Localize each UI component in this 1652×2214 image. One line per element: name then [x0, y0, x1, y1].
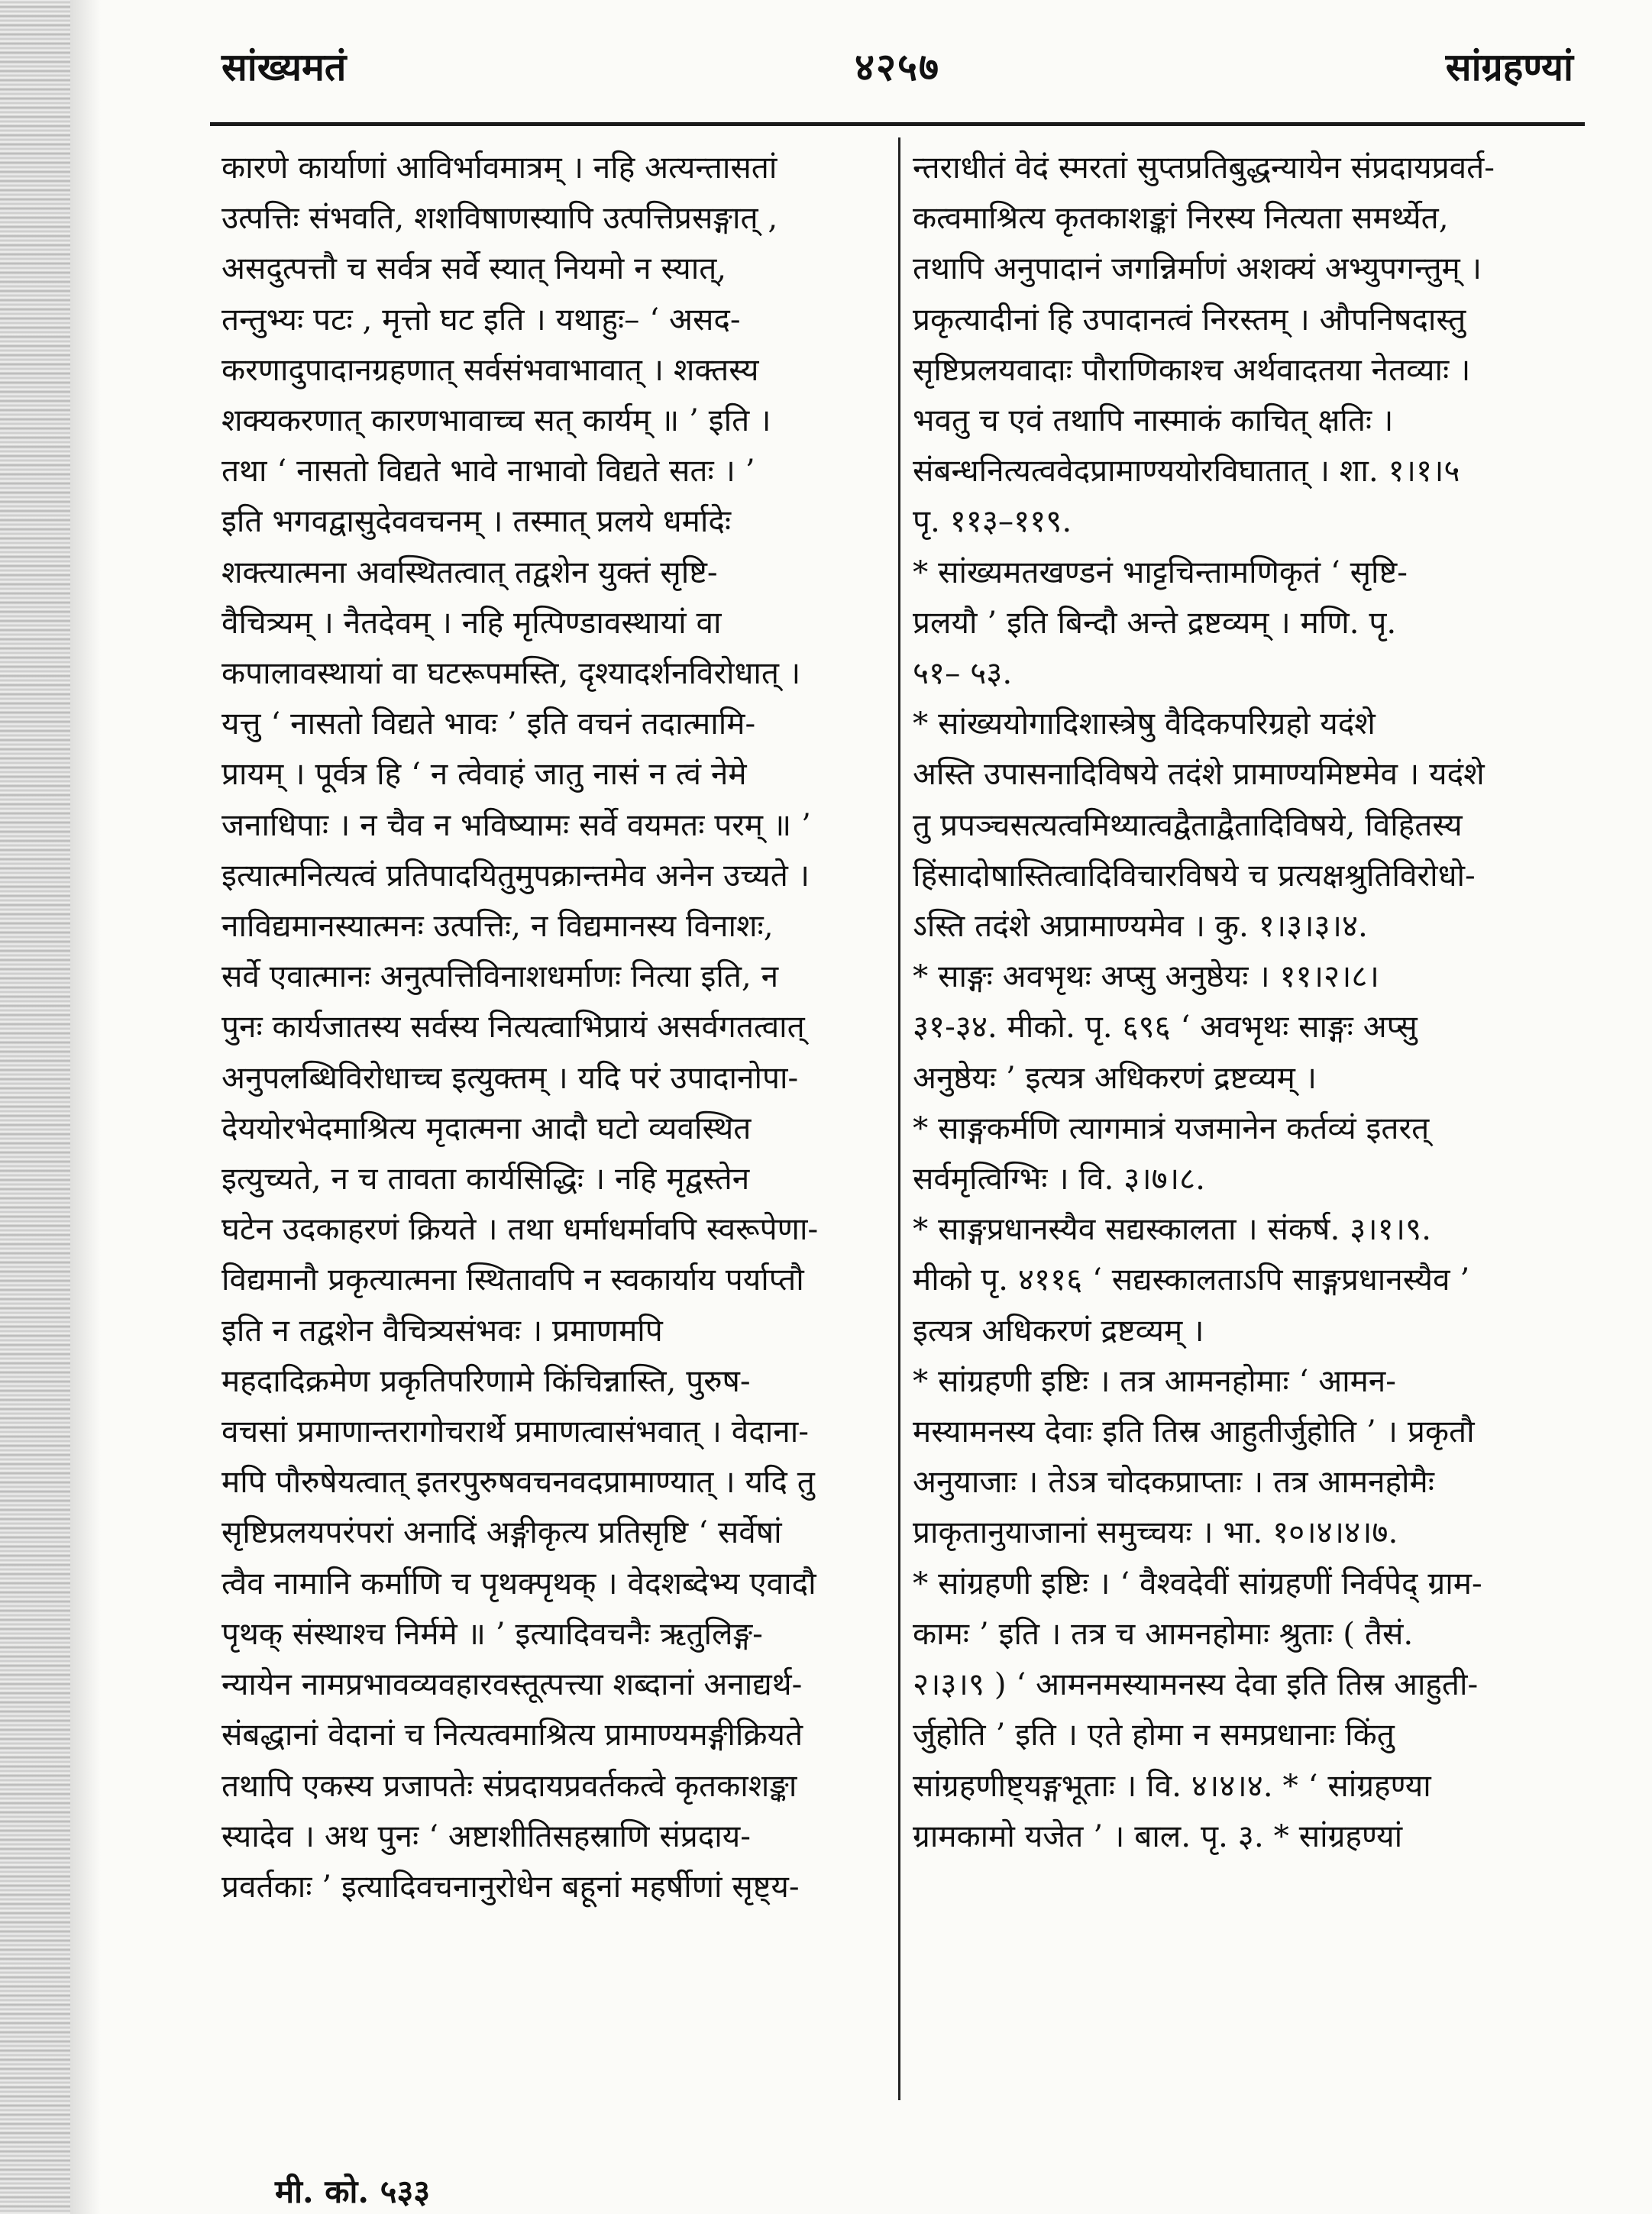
text-line: तन्तुभ्यः पटः , मृत्तो घट इति । यथाहुः– ‘ असद- [221, 300, 741, 338]
text-line: महदादिक्रमेण प्रकृतिपरिणामे किंचिन्नास्ति, पुरुष- [221, 1362, 751, 1399]
text-line: प्रवर्तकाः ’ इत्यादिवचनानुरोधेन बहूनां महर्षीणां सृष्ट्य- [221, 1867, 800, 1905]
page-number: ४२५७ [855, 44, 940, 89]
text-line: * साङ्गकर्मणि त्यागमात्रं यजमानेन कर्तव्यं इतरत् [913, 1109, 1430, 1146]
text-line: र्जुहोति ’ इति । एते होमा न समप्रधानाः किंतु [913, 1716, 1395, 1753]
text-line: सृष्टिप्रलयवादाः पौराणिकाश्च अर्थवादतया नेतव्याः । [913, 351, 1471, 388]
header-right-keyword: सांग्रहण्यां [1445, 44, 1573, 89]
text-line: अनुपलब्धिविरोधाच्च इत्युक्तम् । यदि परं उपादानोपा- [221, 1059, 799, 1096]
text-line: ३१-३४. मीको. पृ. ६९६ ‘ अवभृथः साङ्गः अप्सु [913, 1008, 1418, 1046]
text-line: उत्पत्तिः संभवति, शशविषाणस्यापि उत्पत्तिप्रसङ्गात् , [221, 199, 778, 237]
text-line: स्यादेव । अथ पुनः ‘ अष्टाशीतिसहस्राणि संप्रदाय- [221, 1817, 751, 1854]
text-line: त्वैव नामानि कर्माणि च पृथक्पृथक् । वेदशब्देभ्य एवादौ [221, 1564, 816, 1602]
text-line: संबद्धानां वेदानां च नित्यत्वमाश्रित्य प्रामाण्यमङ्गीक्रियते [221, 1716, 803, 1753]
text-line: * सांख्यमतखण्डनं भाट्टचिन्तामणिकृतं ‘ सृष्टि- [913, 553, 1408, 590]
text-line: * साङ्गप्रधानस्यैव सद्यस्कालता । संकर्ष. ३।१।९. [913, 1210, 1431, 1248]
text-line: वचसां प्रमाणान्तरागोचरार्थे प्रमाणत्वासंभवात् । वेदाना- [221, 1413, 809, 1450]
text-line: नाविद्यमानस्यात्मनः उत्पत्तिः, न विद्यमानस्य विनाशः, [221, 907, 774, 945]
text-line: मस्यामनस्य देवाः इति तिस्र आहुतीर्जुहोति ’ । प्रकृतौ [913, 1413, 1475, 1450]
text-line: तथा ‘ नासतो विद्यते भावे नाभावो विद्यते सतः । ’ [221, 452, 755, 490]
text-line: देययोरभेदमाश्रित्य मृदात्मना आदौ घटो व्यवस्थित [221, 1109, 752, 1146]
text-line: तु प्रपञ्चसत्यत्वमिथ्यात्वद्वैताद्वैतादिविषये, विहितस्य [913, 806, 1463, 843]
text-line: * सांग्रहणी इष्टिः । ‘ वैश्वदेवीं सांग्रहणीं निर्वपेद् ग्राम- [913, 1564, 1482, 1602]
text-line: तथापि एकस्य प्रजापतेः संप्रदायप्रवर्तकत्वे कृतकाशङ्का [221, 1766, 797, 1804]
right-column [913, 142, 1579, 2097]
text-line: तथापि अनुपादानं जगन्निर्माणं अशक्यं अभ्युपगन्तुम् । [913, 250, 1482, 287]
text-line: सृष्टिप्रलयपरंपरां अनादिं अङ्गीकृत्य प्रतिसृष्टि ‘ सर्वेषां [221, 1514, 782, 1551]
text-line: न्तराधीतं वेदं स्मरतां सुप्तप्रतिबुद्धन्यायेन संप्रदायप्रवर्त- [913, 149, 1495, 186]
text-line: इति भगवद्वासुदेववचनम् । तस्मात् प्रलये धर्मादेः [221, 503, 732, 540]
text-line: घटेन उदकाहरणं क्रियते । तथा धर्माधर्मावपि स्वरूपेणा- [221, 1210, 819, 1248]
text-line: सांग्रहणीष्ट्यङ्गभूताः । वि. ४।४।४. * ‘ सांग्रहण्या [913, 1766, 1431, 1804]
text-line: अस्ति उपासनादिविषये तदंशे प्रामाण्यमिष्टमेव । यदंशे [913, 755, 1485, 793]
text-line: न्यायेन नामप्रभावव्यवहारवस्तूत्पत्त्या शब्दानां अनाद्यर्थ- [221, 1666, 803, 1703]
text-line: पुनः कार्यजातस्य सर्वस्य नित्यत्वाभिप्रायं असर्वगतत्वात् [221, 1008, 805, 1046]
text-line: * सांख्ययोगादिशास्त्रेषु वैदिकपरिग्रहो यदंशे [913, 705, 1376, 742]
text-line: इत्यात्मनित्यत्वं प्रतिपादयितुमुपक्रान्तमेव अनेन उच्यते । [221, 856, 810, 894]
text-line: प्राकृतानुयाजानां समुच्चयः । भा. १०।४।४।७. [913, 1514, 1398, 1551]
text-line: हिंसादोषास्तित्वादिविचारविषये च प्रत्यक्षश्रुतिविरोधो- [913, 856, 1476, 894]
text-line: ५१– ५३. [913, 655, 1013, 692]
text-line: यत्तु ‘ नासतो विद्यते भावः ’ इति वचनं तदात्मामि- [221, 705, 756, 742]
text-line: सर्वे एवात्मानः अनुत्पत्तिविनाशधर्माणः नित्या इति, न [221, 958, 779, 995]
text-line: जनाधिपाः । न चैव न भविष्यामः सर्वे वयमतः परम् ॥ ’ [221, 806, 811, 843]
text-line: कामः ’ इति । तत्र च आमनहोमाः श्रुताः ( तैसं. [913, 1614, 1414, 1652]
page-signature: मी. को. ५३३ [275, 2173, 431, 2210]
text-line: २।३।९ ) ‘ आमनमस्यामनस्य देवा इति तिस्र आहुती- [913, 1666, 1479, 1703]
text-line: वैचित्र्यम् । नैतदेवम् । नहि मृत्पिण्डावस्थायां वा [221, 603, 722, 641]
text-line: करणादुपादानग्रहणात् सर्वसंभवाभावात् । शक्तस्य [221, 351, 759, 388]
text-line: कारणे कार्याणां आविर्भावमात्रम् । नहि अत्यन्तासतां [221, 149, 778, 186]
text-line: अनुयाजाः । तेऽत्र चोदकप्राप्ताः । तत्र आमनहोमैः [913, 1463, 1434, 1501]
text-line: * साङ्गः अवभृथः अप्सु अनुष्ठेयः । ११।२।८। [913, 958, 1379, 995]
text-line: मीको पृ. ४११६ ‘ सद्यस्कालताऽपि साङ्गप्रधानस्यैव ’ [913, 1261, 1470, 1298]
binding-shadow [70, 0, 101, 2214]
text-line: कपालावस्थायां वा घटरूपमस्ति, दृश्यादर्शनविरोधात् । [221, 655, 801, 692]
text-line: भवतु च एवं तथापि नास्माकं काचित् क्षतिः । [913, 402, 1394, 439]
text-line: प्रकृत्यादीनां हि उपादानत्वं निरस्तम् । औपनिषदास्तु [913, 300, 1466, 338]
header-rule [210, 122, 1585, 126]
text-line: शक्यकरणात् कारणभावाच्च सत् कार्यम् ॥ ’ इति । [221, 402, 771, 439]
text-line: इत्यत्र अधिकरणं द्रष्टव्यम् । [913, 1311, 1204, 1349]
text-line: प्रायम् । पूर्वत्र हि ‘ न त्वेवाहं जातु नासं न त्वं नेमे [221, 755, 747, 793]
text-line: कत्वमाश्रित्य कृतकाशङ्कां निरस्य नित्यता समर्थ्येत, [913, 199, 1449, 237]
page-header [221, 40, 1573, 101]
header-left-keyword: सांख्यमतं [221, 44, 347, 89]
text-line: इति न तद्वशेन वैचित्र्यसंभवः । प्रमाणमपि [221, 1311, 663, 1349]
text-line: अनुष्ठेयः ’ इत्यत्र अधिकरणं द्रष्टव्यम् । [913, 1059, 1317, 1096]
text-line: पृ. ११३–११९. [913, 503, 1072, 540]
text-line: सर्वमृत्विग्भिः । वि. ३।७।८. [913, 1160, 1205, 1197]
text-line: इत्युच्यते, न च तावता कार्यसिद्धिः । नहि मृद्वस्तेन [221, 1160, 750, 1197]
text-line: संबन्धनित्यत्ववेदप्रामाण्ययोरविघातात् । शा. १।१।५ [913, 452, 1460, 490]
text-line: असदुत्पत्तौ च सर्वत्र सर्वे स्यात् नियमो न स्यात्, [221, 250, 727, 287]
left-column [221, 142, 884, 2097]
text-line: विद्यमानौ प्रकृत्यात्मना स्थितावपि न स्वकार्याय पर्याप्तौ [221, 1261, 804, 1298]
text-line: ऽस्ति तदंशे अप्रामाण्यमेव । कु. १।३।३।४. [913, 907, 1368, 945]
text-line: * सांग्रहणी इष्टिः । तत्र आमनहोमाः ‘ आमन- [913, 1362, 1396, 1399]
text-line: शक्त्यात्मना अवस्थितत्वात् तद्वशेन युक्तं सृष्टि- [221, 553, 718, 590]
text-line: पृथक् संस्थाश्च निर्ममे ॥ ’ इत्यादिवचनैः ऋतुलिङ्ग- [221, 1614, 763, 1652]
column-divider [898, 137, 900, 2100]
text-line: प्रलयौ ’ इति बिन्दौ अन्ते द्रष्टव्यम् । मणि. पृ. [913, 603, 1397, 641]
text-line: मपि पौरुषेयत्वात् इतरपुरुषवचनवदप्रामाण्यात् । यदि तु [221, 1463, 815, 1501]
text-line: ग्रामकामो यजेत ’ । बाल. पृ. ३. * सांग्रहण्यां [913, 1817, 1403, 1854]
book-binding-edge [0, 0, 70, 2214]
